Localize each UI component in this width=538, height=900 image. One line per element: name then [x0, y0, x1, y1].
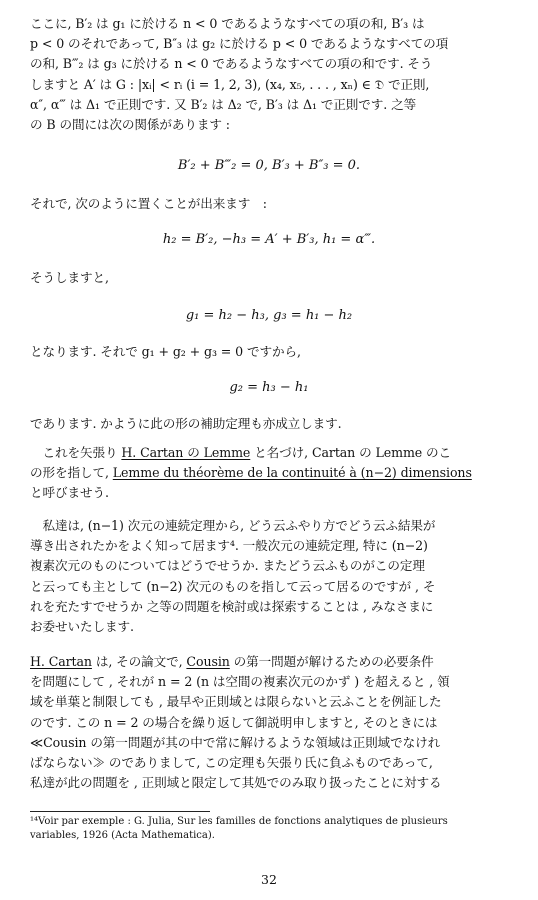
- equation-g2: g₂ = h₃ − h₁: [229, 380, 309, 395]
- page-number: 32: [261, 872, 277, 887]
- footnote-14: ¹⁴Voir par exemple : G. Julia, Sur les familles de fonctions analytiques de plusieurs variables, 1926 (Acta Mathematica).: [30, 816, 448, 841]
- paragraph-since-sum-zero: となります. それで g₁ + g₂ + g₃ = 0 ですから,: [30, 344, 301, 359]
- equation-b-relations: B′₂ + B‴₂ = 0, B′₃ + B″₃ = 0.: [177, 158, 361, 173]
- lemme-continuite-term: Lemme du théorème de la continuité à (n−2) dimensions: [112, 465, 472, 481]
- paragraph-relations: ここに, B′₂ は g₁ に於ける n < 0 であるようなすべての項の和, B′₃ は p < 0 のそれであって, B″₃ は g₂ に於ける p < 0 であるようなすべての項 の和, B‴₂ は g₃ に於ける n < 0 であるようなすべての項の和です. そう しますと A′ は G : |xᵢ| < rᵢ (i = 1, 2, 3), (x₄, x₅, . . . , xₙ) ∈ 𝔇 で正則, α″, α‴ は Δ₁ で正則です. 又 B′₂ は Δ₂ で, B′₃ は Δ₁ で正則です. 之等 の B の間には次の関係があります :: [30, 16, 449, 133]
- cartan-name: H. Cartan: [30, 654, 92, 669]
- paragraph-setting: それで, 次のように置くことが出来ます :: [30, 196, 267, 211]
- footnote-rule: [30, 811, 210, 812]
- paragraph-then: そうしますと,: [30, 270, 109, 285]
- paragraph-lemma-holds: であります. かように此の形の補助定理も亦成立します.: [30, 416, 342, 431]
- paragraph-continuity-theorem: 私達は, (n−1) 次元の連続定理から, どう云ふやり方でどう云ふ結果が 導き出されたかをよく知って居ます⁴. 一般次元の連続定理, 特に (n−2) 複素次元のものについてはどうでせうか. またどう云ふものがこの定理 と云っても主として (n−2) 次元のものを指して云って居るのですが , そ れを充たすでせうか 之等の問題を検討或は探索することは , みなさまに お委せいたします.: [30, 518, 436, 635]
- equation-h-definitions: h₂ = B′₂, −h₃ = A′ + B′₃, h₁ = α‴.: [162, 232, 376, 247]
- text-segment: と呼びませう.: [30, 485, 109, 501]
- text-segment: は, その論文で,: [91, 654, 187, 669]
- cousin-name: Cousin: [186, 654, 230, 669]
- cartan-lemme-term: H. Cartan の Lemme: [121, 445, 251, 460]
- text-segment: これを矢張り: [30, 445, 122, 460]
- text-segment: と名づけ, Cartan の Lemme のこ の形を指して,: [30, 445, 452, 481]
- paragraph-cousin-problem: [30, 652, 508, 793]
- text-segment: の第一問題が解けるための必要条件 を問題にして , それが n = 2 (n は空間の複素次元のかず ) を超えると , 領 域を単葉と制限しても , 最早や正則域とは限らないと云ふことを例証した のです. この n = 2 の場合を繰り返して御説明申しますと, そのときには ≪Cousin の第一問題が其の中で常に解けるような領域は正則域でなけれ ばならない≫ のでありまして, この定理も矢張り氏に負ふものであって, 私達が此の問題を , 正則域と限定して其処でのみ取り扱ったことに対する: [30, 654, 450, 791]
- paragraph-cartan-lemme: [30, 443, 508, 504]
- equation-g1-g3: g₁ = h₂ − h₃, g₃ = h₁ − h₂: [185, 308, 353, 323]
